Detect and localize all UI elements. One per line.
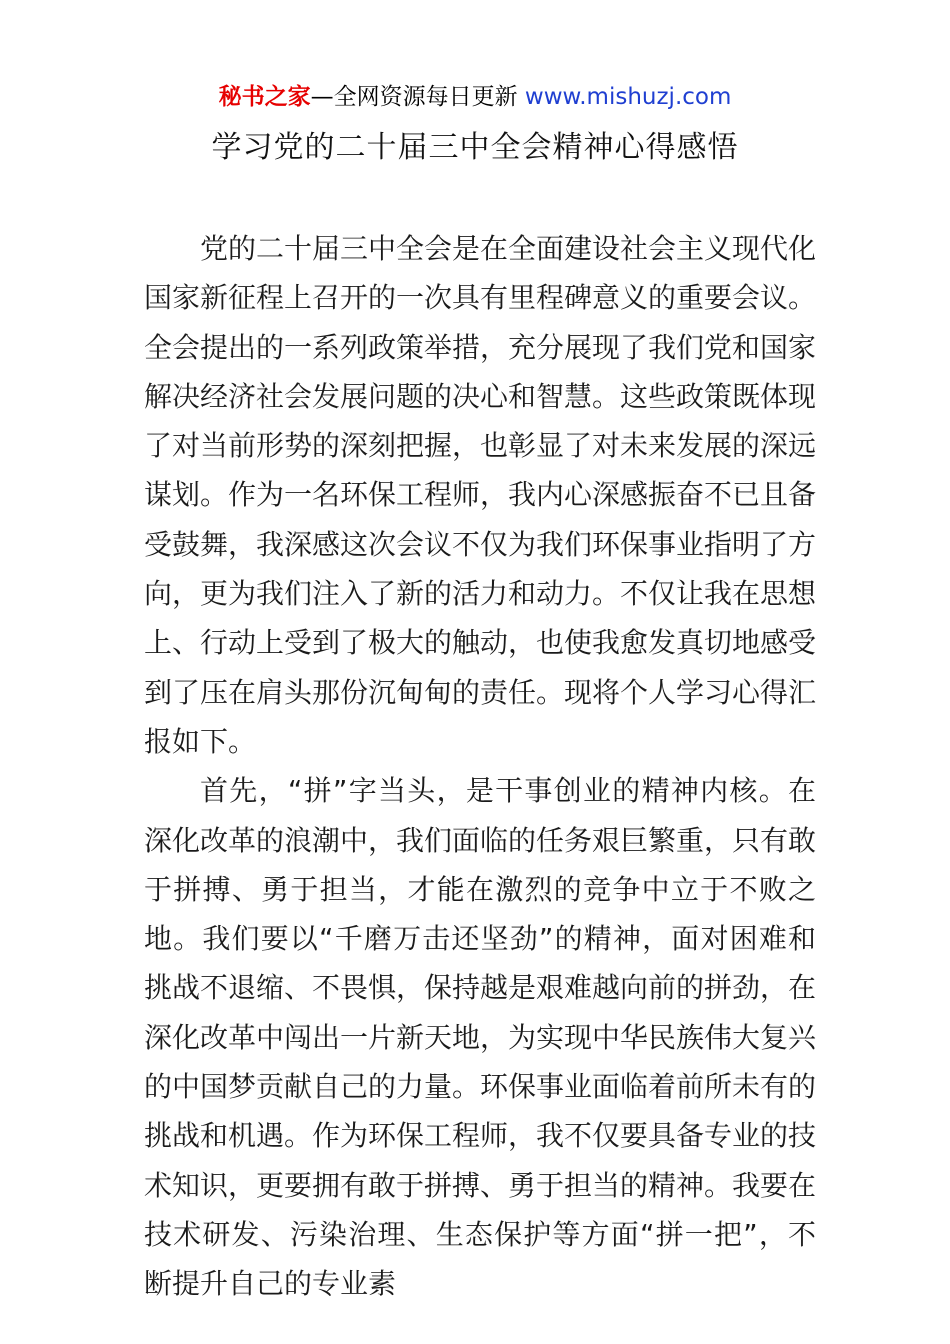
site-url-link[interactable]: www.mishuzj.com xyxy=(524,84,732,110)
site-header xyxy=(0,82,950,112)
document-body xyxy=(144,224,816,1309)
paragraph-first-point: 首先，“拼”字当头，是干事创业的精神内核。在深化改革的浪潮中，我们面临的任务艰巨繁重，只有敢于拼搏、勇于担当，才能在激烈的竞争中立于不败之地。我们要以“千磨万击还坚劲”的精神，面对困难和挑战不退缩、不畏惧，保持越是艰难越向前的拼劲，在深化改革中闯出一片新天地，为实现中华民族伟大复兴的中国梦贡献自己的力量。环保事业面临着前所未有的挑战和机遇。作为环保工程师，我不仅要具备专业的技术知识，更要拥有敢于拼搏、勇于担当的精神。我要在技术研发、污染治理、生态保护等方面“拼一把”，不断提升自己的专业素 xyxy=(144,774,817,1301)
site-tagline: —全网资源每日更新 xyxy=(310,84,518,110)
paragraph-intro: 党的二十届三中全会是在全面建设社会主义现代化国家新征程上召开的一次具有里程碑意义的重要会议。全会提出的一系列政策举措，充分展现了我们党和国家解决经济社会发展问题的决心和智慧。这些政策既体现了对当前形势的深刻把握，也彰显了对未来发展的深远谋划。作为一名环保工程师，我内心深感振奋不已且备受鼓舞，我深感这次会议不仅为我们环保事业指明了方向，更为我们注入了新的活力和动力。不仅让我在思想上、行动上受到了极大的触动，也使我愈发真切地感受到了压在肩头那份沉甸甸的责任。现将个人学习心得汇报如下。 xyxy=(144,232,817,758)
document-title: 学习党的二十届三中全会精神心得感悟 xyxy=(211,130,739,165)
site-brand: 秘书之家 xyxy=(218,84,311,110)
